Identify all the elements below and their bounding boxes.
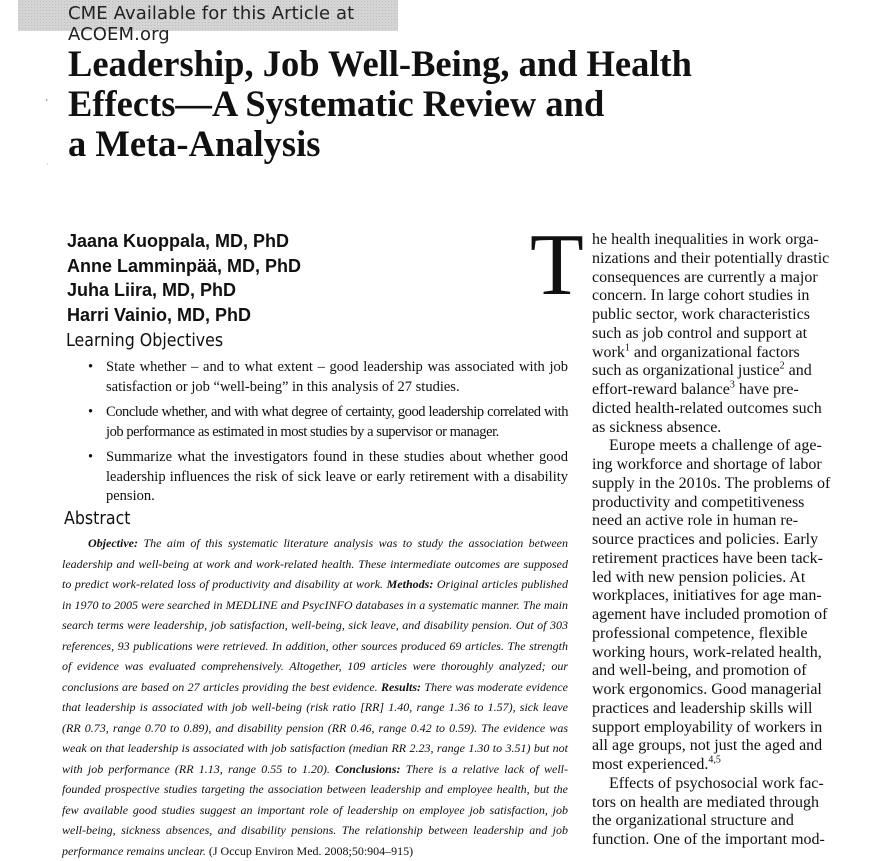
body-line: concern. In large cohort studies in — [592, 287, 810, 305]
margin-mark: ⋅ — [46, 160, 49, 169]
conclusions-body: There is a relative lack of well-founded prospective studies targeting the association between leadership and employee health, but the few available good studies suggest an important role of leadership on employee job satisfaction, job well-being, sickness absences, and disability pensions. The relationship between leadership and job performance remains unclear. — [62, 761, 568, 858]
reference-marker: 4,5 — [708, 754, 721, 766]
body-line: such as job control and support at — [592, 324, 808, 342]
objective-text: State whether – and to what extent – good leadership was associated with job satisfaction or job “well-being” in this analysis of 27 studies. — [106, 359, 568, 395]
list-item — [88, 358, 568, 397]
body-column — [592, 231, 834, 850]
body-line: Effects of psychosocial work fac- — [609, 774, 824, 792]
title-line: Leadership, Job Well-Being, and Health — [68, 43, 692, 84]
body-line: all age groups, not just the aged and — [592, 737, 823, 755]
abstract-text — [62, 533, 568, 861]
objective-text: Summarize what the investigators found in these studies about whether good leadership influences the risk of sick leave or early retirement with a disability pension. — [106, 449, 568, 504]
conclusions-label: Conclusions: — [335, 761, 401, 776]
body-line: workplaces, initiatives for age man- — [592, 587, 822, 605]
author-name: Harri Vainio, MD, PhD — [67, 304, 252, 325]
citation: (J Occup Environ Med. 2008;50:904–915) — [205, 843, 414, 858]
body-line: retirement practices have been tack- — [592, 549, 823, 567]
body-line: need an active role in human re- — [592, 512, 799, 530]
body-line: public sector, work characteristics — [592, 306, 810, 323]
title-line: a Meta-Analysis — [68, 123, 321, 164]
body-line: source practices and policies. Early — [592, 531, 819, 548]
body-line: consequences are currently a major — [592, 268, 818, 286]
cme-banner — [18, 0, 398, 45]
body-line: work ergonomics. Good managerial — [592, 681, 822, 698]
body-line: function. One of the important mod- — [592, 831, 825, 848]
body-line: productivity and competitiveness — [592, 493, 805, 511]
body-line: tors on health are mediated through — [592, 793, 820, 811]
body-line: Europe meets a challenge of age- — [609, 437, 822, 455]
objective-body: The aim of this systematic literature analysis was to study the association between leadership and well-being at work and work-related health. These intermediate outcomes are supposed to predict work-related loss of productivity and disability at work. — [62, 536, 568, 591]
body-line: supply in the 2010s. The problems of — [592, 474, 831, 492]
body-text: effort-reward balance — [592, 381, 730, 398]
list-item — [88, 448, 568, 507]
results-body: There was moderate evidence that leadership is associated with job well-being (risk ratio [RR] 1.40, range 1.36 to 1.57), sick leave (RR 0.73, range 0.70 to 0.89), and disability pension (RR 0.46, range 0.42 to 0.59). The evidence was weak on that leadership is associated with job satisfaction (median RR 2.23, range 1.30 to 3.51) but not with job performance (RR 1.13, range 0.55 to 1.20). — [62, 679, 568, 776]
body-line: support employability of workers in — [592, 718, 823, 736]
methods-label: Methods: — [386, 577, 434, 591]
body-text: such as organizational justice — [592, 362, 780, 380]
margin-mark: ’ — [45, 98, 49, 109]
body-line: ing workforce and shortage of labor — [592, 456, 822, 473]
bullet-icon: • — [88, 449, 94, 465]
author-name: Anne Lamminpää, MD, PhD — [67, 255, 302, 276]
body-line: as sickness absence. — [592, 418, 722, 436]
bullet-icon: • — [88, 404, 94, 420]
reference-marker: 1 — [624, 342, 630, 354]
title-line: Effects—A Systematic Review and — [68, 83, 605, 124]
objective-text: Conclude whether, and with what degree of certainty, good leadership correlated with job performance as estimated in most studies by a supervisor or manager. — [106, 404, 568, 440]
learning-objectives-list — [88, 358, 568, 513]
article-title — [68, 44, 768, 164]
body-line — [592, 756, 834, 775]
body-line: professional competence, flexible — [592, 624, 808, 642]
body-line: dicted health-related outcomes such — [592, 399, 822, 417]
body-line: practices and leadership skills will — [592, 699, 813, 717]
body-line — [592, 344, 834, 363]
body-line — [592, 362, 834, 381]
cme-banner-text: CME Available for this Article at ACOEM.org — [68, 3, 355, 45]
body-text: have pre- — [734, 381, 799, 398]
body-line: the organizational structure and — [592, 812, 794, 830]
drop-cap: T — [530, 217, 584, 314]
author-list — [67, 229, 301, 327]
body-line: led with new pension policies. At — [592, 568, 806, 586]
body-line: nizations and their potentially drastic — [592, 249, 830, 267]
reference-marker: 3 — [729, 379, 735, 391]
body-text: and organizational factors — [629, 343, 800, 361]
body-text: and — [784, 362, 812, 380]
author-name: Jaana Kuoppala, MD, PhD — [67, 231, 290, 251]
learning-objectives-heading: Learning Objectives — [66, 330, 224, 351]
body-line: agement have included promotion of — [592, 606, 828, 623]
abstract-heading: Abstract — [64, 508, 131, 529]
body-line: he health inequalities in work orga- — [592, 231, 819, 248]
body-line: and well-being, and promotion of — [592, 662, 807, 680]
results-label: Results: — [381, 679, 422, 694]
objective-label: Objective: — [88, 536, 138, 550]
author-name: Juha Liira, MD, PhD — [67, 280, 237, 300]
body-text: work — [592, 343, 625, 361]
methods-body: Original articles published in 1970 to 2005 were searched in MEDLINE and PsycINFO databases in a systematic manner. The main search terms were leadership, job satisfaction, well-being, sick leave, and disability pension. Out of 303 references, 93 publications were retrieved. In addition, other sources produced 69 articles. The strength of evidence was evaluated comprehensively. Altogether, 109 articles were thoroughly analyzed; our conclusions are based on 27 articles providing the best evidence. — [62, 577, 569, 694]
reference-marker: 2 — [779, 360, 785, 372]
list-item — [88, 403, 568, 442]
body-line — [592, 381, 834, 400]
bullet-icon: • — [88, 359, 94, 375]
body-line: working hours, work-related health, — [592, 643, 822, 661]
body-text: most experienced. — [592, 756, 709, 773]
